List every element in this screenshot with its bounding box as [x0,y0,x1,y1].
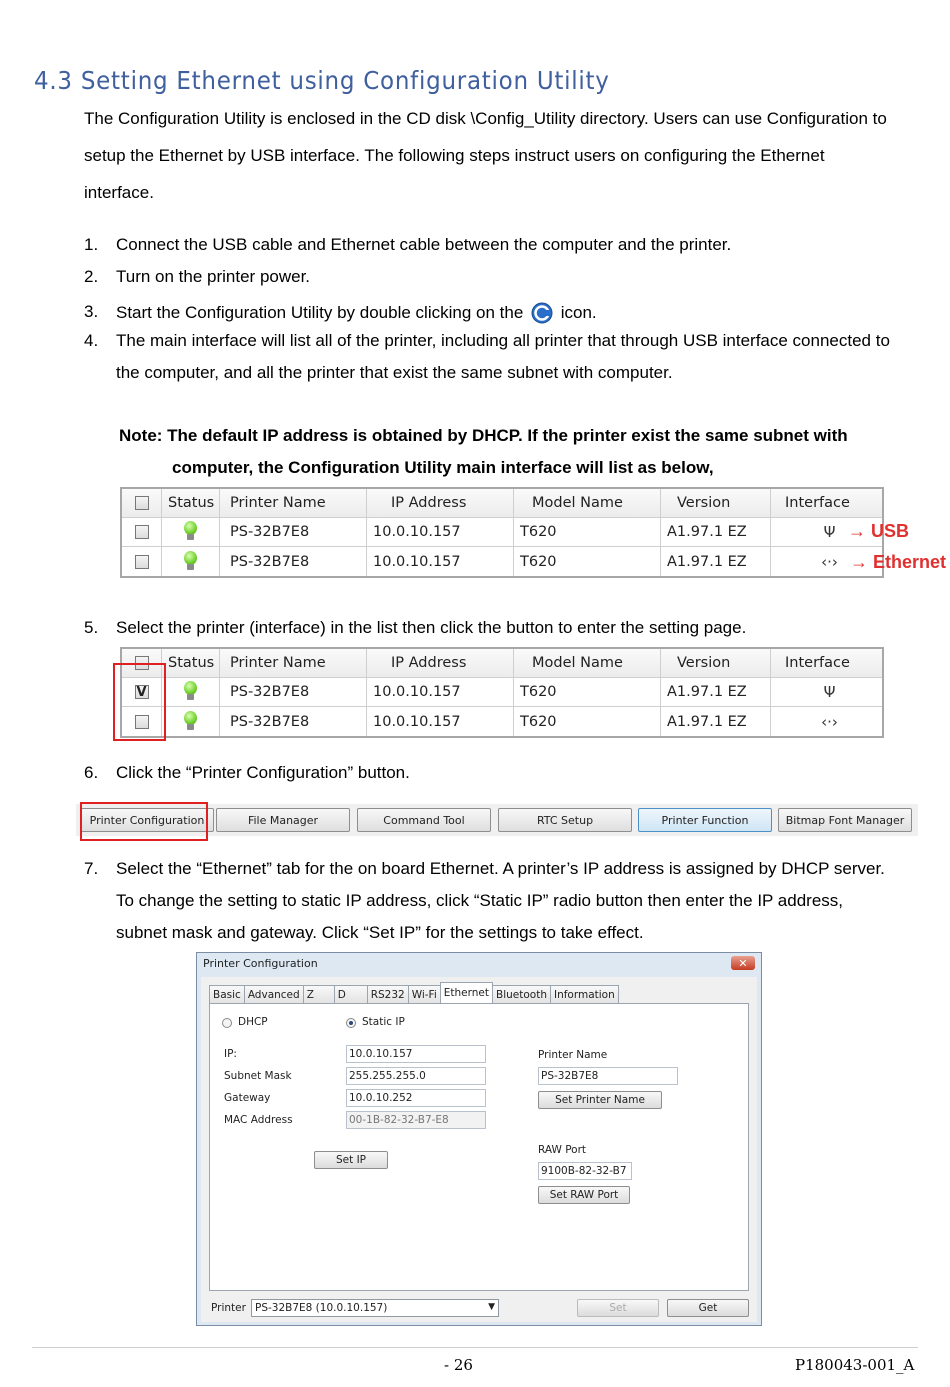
step-text: Start the Configuration Utility by double clicking on the [116,303,524,322]
set-printer-name-button[interactable]: Set Printer Name [538,1091,662,1109]
row-select-cell [122,518,162,546]
step-text-wrap [116,302,597,324]
gateway-input[interactable]: 10.0.10.252 [346,1089,486,1107]
model-name-cell: T620 [514,547,661,576]
printer-configuration-button[interactable]: Printer Configuration [80,808,214,832]
mac-address-label: MAC Address [224,1114,293,1126]
section-heading: 4.3 Setting Ethernet using Configuration Utility [34,66,610,95]
set-ip-button[interactable]: Set IP [314,1151,388,1169]
header-model-name[interactable]: Model Name [514,489,661,517]
table-row[interactable] [122,678,882,707]
status-cell [162,707,220,736]
static-ip-label: Static IP [362,1016,405,1028]
ip-label: IP: [224,1048,237,1060]
config-utility-icon [531,302,553,324]
row-checkbox[interactable] [135,555,149,569]
printer-select-label: Printer [211,1302,246,1314]
printer-configuration-highlight-box [80,802,208,841]
row-select-cell [122,547,162,576]
model-name-cell: T620 [514,707,661,736]
tab-z[interactable]: Z [303,985,335,1003]
header-status[interactable]: Status [162,649,220,677]
tab-basic[interactable]: Basic [209,985,245,1003]
step-text: The main interface will list all of the printer, including all printer that through USB interface connected to [116,331,890,350]
step-number: 2. [84,267,99,286]
header-select-cell [122,489,162,517]
status-cell [162,678,220,706]
status-bulb-icon [182,551,198,573]
step-2 [84,267,944,287]
document-code: P180043-001_A [795,1356,915,1374]
interface-cell [771,678,882,706]
select-all-checkbox[interactable] [135,496,149,510]
header-version[interactable]: Version [661,489,771,517]
header-version[interactable]: Version [661,649,771,677]
printer-configuration-dialog [196,952,762,1326]
ethernet-panel [209,1003,749,1291]
tab-ethernet[interactable]: Ethernet [440,982,493,1003]
status-cell [162,547,220,576]
step-text: Select the printer (interface) in the list then click the button to enter the setting page. [116,618,747,637]
step-text: the computer, and all the printer that exist the same subnet with computer. [116,363,673,382]
footer-divider [32,1347,918,1348]
intro-line: The Configuration Utility is enclosed in the CD disk \Config_Utility directory. Users can use Configuration to [84,109,887,128]
table-header-row [122,649,882,678]
mac-address-field: 00-1B-82-32-B7-E8 [346,1111,486,1129]
row-checkbox[interactable] [135,525,149,539]
dialog-title: Printer Configuration [203,957,318,970]
printer-name-cell: PS-32B7E8 [220,707,367,736]
printer-name-label: Printer Name [538,1049,608,1061]
step-text: Click the “Printer Configuration” button. [116,763,410,782]
step-5 [84,618,944,638]
intro-line: interface. [84,183,154,202]
tab-bluetooth[interactable]: Bluetooth [492,985,551,1003]
subnet-mask-input[interactable]: 255.255.255.0 [346,1067,486,1085]
ip-address-cell: 10.0.10.157 [367,707,514,736]
step-number: 6. [84,763,99,782]
dialog-body [201,977,757,1322]
table-row[interactable] [122,707,882,736]
step-1 [84,235,944,255]
static-ip-radio[interactable] [346,1018,356,1028]
status-bulb-icon [182,521,198,543]
table-header-row [122,489,882,518]
step-text: To change the setting to static IP address, click “Static IP” radio button then enter the IP address, [116,891,843,910]
printer-name-cell: PS-32B7E8 [220,518,367,546]
usb-icon: Ψ [823,683,836,701]
header-interface[interactable]: Interface [785,655,850,671]
step-number: 1. [84,235,99,254]
printer-list-table-selected [120,647,884,738]
note-line: Note: The default IP address is obtained by DHCP. If the printer exist the same subnet with [119,426,848,445]
step-number: 5. [84,618,99,637]
step-text: icon. [560,303,597,322]
ethernet-annotation: → Ethernet [850,552,947,572]
header-printer-name[interactable]: Printer Name [220,649,367,677]
interface-cell [771,707,882,736]
header-ip-address[interactable]: IP Address [367,649,514,677]
status-bulb-icon [182,711,198,733]
step-text: Select the “Ethernet” tab for the on board Ethernet. A printer’s IP address is assigned by DHCP server. [116,859,885,878]
step-6 [84,763,944,783]
row-checkbox-checked[interactable]: V [136,684,147,700]
printer-name-cell: PS-32B7E8 [220,678,367,706]
step-4 [84,331,944,391]
subnet-mask-label: Subnet Mask [224,1070,292,1082]
tab-wifi[interactable]: Wi-Fi [408,985,441,1003]
command-tool-button[interactable]: Command Tool [357,808,491,832]
printer-select[interactable] [251,1299,499,1317]
version-cell: A1.97.1 EZ [661,518,771,546]
step-number: 7. [84,859,99,878]
model-name-cell: T620 [514,678,661,706]
rtc-setup-button[interactable]: RTC Setup [498,808,632,832]
version-cell: A1.97.1 EZ [661,547,771,576]
dialog-tabs [209,985,618,1003]
intro-line: setup the Ethernet by USB interface. The following steps instruct users on configuring the Ethernet [84,146,825,165]
header-model-name[interactable]: Model Name [514,649,661,677]
set-button[interactable]: Set [577,1299,659,1317]
bitmap-font-manager-button[interactable]: Bitmap Font Manager [778,808,912,832]
get-button[interactable]: Get [667,1299,749,1317]
page-number: - 26 [444,1356,473,1374]
step-number: 4. [84,331,99,350]
status-cell [162,518,220,546]
ip-address-cell: 10.0.10.157 [367,678,514,706]
model-name-cell: T620 [514,518,661,546]
table-row[interactable] [122,547,882,576]
version-cell: A1.97.1 EZ [661,707,771,736]
status-bulb-icon [182,681,198,703]
ip-input[interactable]: 10.0.10.157 [346,1045,486,1063]
dhcp-label: DHCP [238,1016,268,1028]
step-text: subnet mask and gateway. Click “Set IP” for the settings to take effect. [116,923,644,942]
printer-select-value: PS-32B7E8 (10.0.10.157) [255,1302,388,1314]
step-number: 3. [84,302,99,321]
step-text: Connect the USB cable and Ethernet cable between the computer and the printer. [116,235,732,254]
tab-d[interactable]: D [334,985,368,1003]
usb-icon: Ψ [823,523,836,541]
ip-address-cell: 10.0.10.157 [367,518,514,546]
printer-function-button[interactable]: Printer Function [638,808,772,832]
set-raw-port-button[interactable]: Set RAW Port [538,1186,630,1204]
close-icon[interactable]: ✕ [731,956,755,970]
note-line: computer, the Configuration Utility main interface will list as below, [172,458,714,477]
version-cell: A1.97.1 EZ [661,678,771,706]
step-7 [84,859,944,949]
raw-port-label: RAW Port [538,1144,587,1156]
ip-address-cell: 10.0.10.157 [367,547,514,576]
header-status[interactable]: Status [162,489,220,517]
dhcp-radio[interactable] [222,1018,232,1028]
step-text: Turn on the printer power. [116,267,311,286]
header-printer-name[interactable]: Printer Name [220,489,367,517]
tab-rs232[interactable]: RS232 [367,985,409,1003]
table-row[interactable] [122,518,882,547]
printer-name-input[interactable]: PS-32B7E8 [538,1067,678,1085]
tab-information[interactable]: Information [550,985,619,1003]
printer-name-cell: PS-32B7E8 [220,547,367,576]
chevron-down-icon: ▼ [488,1302,495,1312]
ethernet-icon: ‹·› [821,552,838,571]
checkbox-highlight-box [113,663,166,741]
header-interface[interactable]: Interface [785,495,850,511]
intro-paragraph [84,100,887,211]
ethernet-icon: ‹·› [821,712,838,731]
file-manager-button[interactable]: File Manager [216,808,350,832]
tab-advanced[interactable]: Advanced [244,985,304,1003]
printer-list-table [120,487,884,578]
gateway-label: Gateway [224,1092,271,1104]
header-ip-address[interactable]: IP Address [367,489,514,517]
raw-port-input[interactable]: 9100B-82-32-B7 [538,1162,632,1180]
step-3 [84,302,944,322]
usb-annotation: → USB [848,521,910,541]
